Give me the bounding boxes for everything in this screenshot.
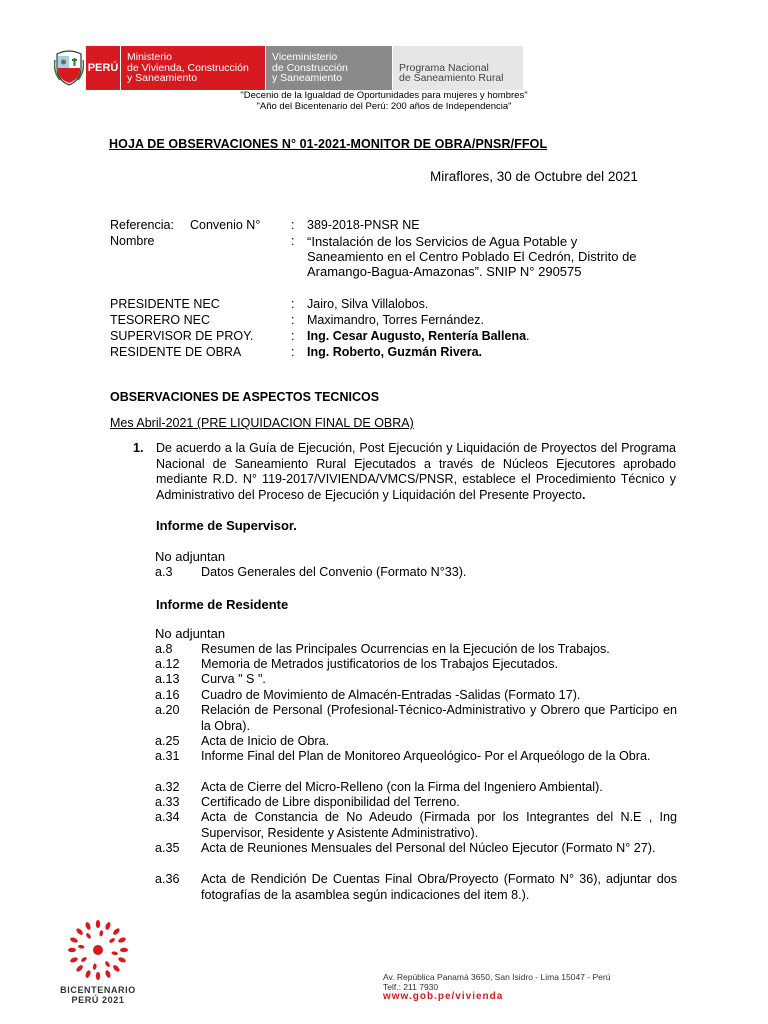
document-title: HOJA DE OBSERVACIONES N° 01-2021-MONITOR DE OBRA/PNSR/FFOL <box>109 137 548 151</box>
motto <box>0 90 768 112</box>
resident-no-adjuntan: No adjuntan <box>155 626 226 641</box>
resident-item: a.16 Cuadro de Movimiento de Almacén-Entradas -Salidas (Formato 17). <box>155 688 581 702</box>
header-logos <box>52 46 523 90</box>
motto-line-2: "Año del Bicentenario del Perú: 200 años de Independencia" <box>256 101 512 112</box>
bicentenario-text-1: BICENTENARIO <box>60 985 136 995</box>
colon: : <box>291 329 295 343</box>
supervisor-heading: Informe de Supervisor. <box>156 518 297 533</box>
role-president: PRESIDENTE NEC <box>110 297 220 311</box>
viceministry-label: Viceministerio de Construcción y Saneamiento <box>265 46 392 90</box>
supervisor-item: a.3 Datos Generales del Convenio (Formato N°33). <box>155 565 467 579</box>
resident-item: a.32 Acta de Cierre del Micro-Relleno (con la Firma del Ingeniero Ambiental). <box>155 780 603 794</box>
resident-item: a.13 Curva " S ". <box>155 672 266 686</box>
role-treasurer: TESORERO NEC <box>110 313 211 327</box>
colon: : <box>291 218 295 232</box>
resident-heading: Informe de Residente <box>156 597 289 612</box>
resident-item: a.33 Certificado de Libre disponibilidad del Terreno. <box>155 795 460 809</box>
colon: : <box>291 313 295 327</box>
name-president: Jairo, Silva Villalobos. <box>307 297 429 311</box>
resident-item: a.20 Relación de Personal (Profesional-Técnico-Administrativo y Obrero que Participo en la Obra). <box>155 703 677 733</box>
point-text: De acuerdo a la Guía de Ejecución, Post Ejecución y Liquidación de Proyectos del Programa Nacional de Saneamiento Rural Ejecutados a través de Núcleos Ejecutores aprobado mediante R.D. N° 119-2017/VIVIENDA/VMCS/PNSR, establece el Procedimiento Técnico y Administrativo del Proceso de Ejecución y Liquidación del Presente Proyecto. <box>156 441 676 502</box>
observations-period: Mes Abril-2021 (PRE LIQUIDACION FINAL DE OBRA) <box>110 416 414 430</box>
observations-heading: OBSERVACIONES DE ASPECTOS TECNICOS <box>110 390 380 404</box>
name-resident: Ing. Roberto, Guzmán Rivera. <box>307 345 483 359</box>
colon: : <box>291 234 295 248</box>
resident-item: a.35 Acta de Reuniones Mensuales del Personal del Núcleo Ejecutor (Formato N° 27). <box>155 841 656 855</box>
resident-item: a.36 Acta de Rendición De Cuentas Final Obra/Proyecto (Formato N° 36), adjuntar dos fotografías de la asamblea según indicaciones del item 8.). <box>155 872 677 902</box>
nombre-line-2: Saneamiento en el Centro Poblado El Cedrón, Distrito de <box>307 249 637 264</box>
motto-line-1: "Decenio de la Igualdad de Oportunidades para mujeres y hombres" <box>240 90 528 101</box>
role-supervisor: SUPERVISOR DE PROY. <box>110 329 254 343</box>
footer-website: www.gob.pe/vivienda <box>383 991 504 1002</box>
nombre-label: Nombre <box>110 234 155 248</box>
role-resident: RESIDENTE DE OBRA <box>110 345 242 359</box>
bicentenario-icon <box>63 920 133 980</box>
resident-item: a.25 Acta de Inicio de Obra. <box>155 734 330 748</box>
supervisor-no-adjuntan: No adjuntan <box>155 549 226 564</box>
coat-of-arms-icon <box>52 46 86 90</box>
program-label: Programa Nacional de Saneamiento Rural <box>392 46 523 90</box>
document-date: Miraflores, 30 de Octubre del 2021 <box>430 169 638 184</box>
name-treasurer: Maximandro, Torres Fernández. <box>307 313 484 327</box>
colon: : <box>291 345 295 359</box>
nombre-line-1: “Instalación de los Servicios de Agua Potable y <box>307 234 578 249</box>
nombre-line-3: Aramango-Bagua-Amazonas”. SNIP N° 290575 <box>307 264 582 279</box>
footer-phone: Telf.: 211 7930 <box>383 982 439 992</box>
name-supervisor: Ing. Cesar Augusto, Rentería Ballena. <box>307 329 530 343</box>
colon: : <box>291 297 295 311</box>
peru-label: PERÚ <box>86 46 120 90</box>
footer-address: Av. República Panamá 3650, San Isidro - Lima 15047 - Perú Telf.: 211 7930 <box>383 972 611 992</box>
referencia-label: Referencia: <box>110 218 174 232</box>
resident-item: a.12 Memoria de Metrados justificatorios de los Trabajos Ejecutados. <box>155 657 558 671</box>
resident-item: a.31 Informe Final del Plan de Monitoreo Arqueológico- Por el Arqueólogo de la Obra. <box>155 749 651 763</box>
resident-item: a.34 Acta de Constancia de No Adeudo (Firmada por los Integrantes del N.E , Ing Supervisor, Residente y Asistente Administrativo). <box>155 810 677 840</box>
convenio-label: Convenio N° <box>190 218 261 232</box>
resident-item: a.8 Resumen de las Principales Ocurrencias en la Ejecución de los Trabajos. <box>155 642 610 656</box>
ministry-label: Ministerio de Vivienda, Construcción y Saneamiento <box>120 46 265 90</box>
point-number: 1. <box>133 441 144 455</box>
bicentenario-logo <box>60 920 136 1005</box>
convenio-value: 389-2018-PNSR NE <box>307 218 420 232</box>
bicentenario-text-2: PERÚ 2021 <box>71 995 125 1005</box>
